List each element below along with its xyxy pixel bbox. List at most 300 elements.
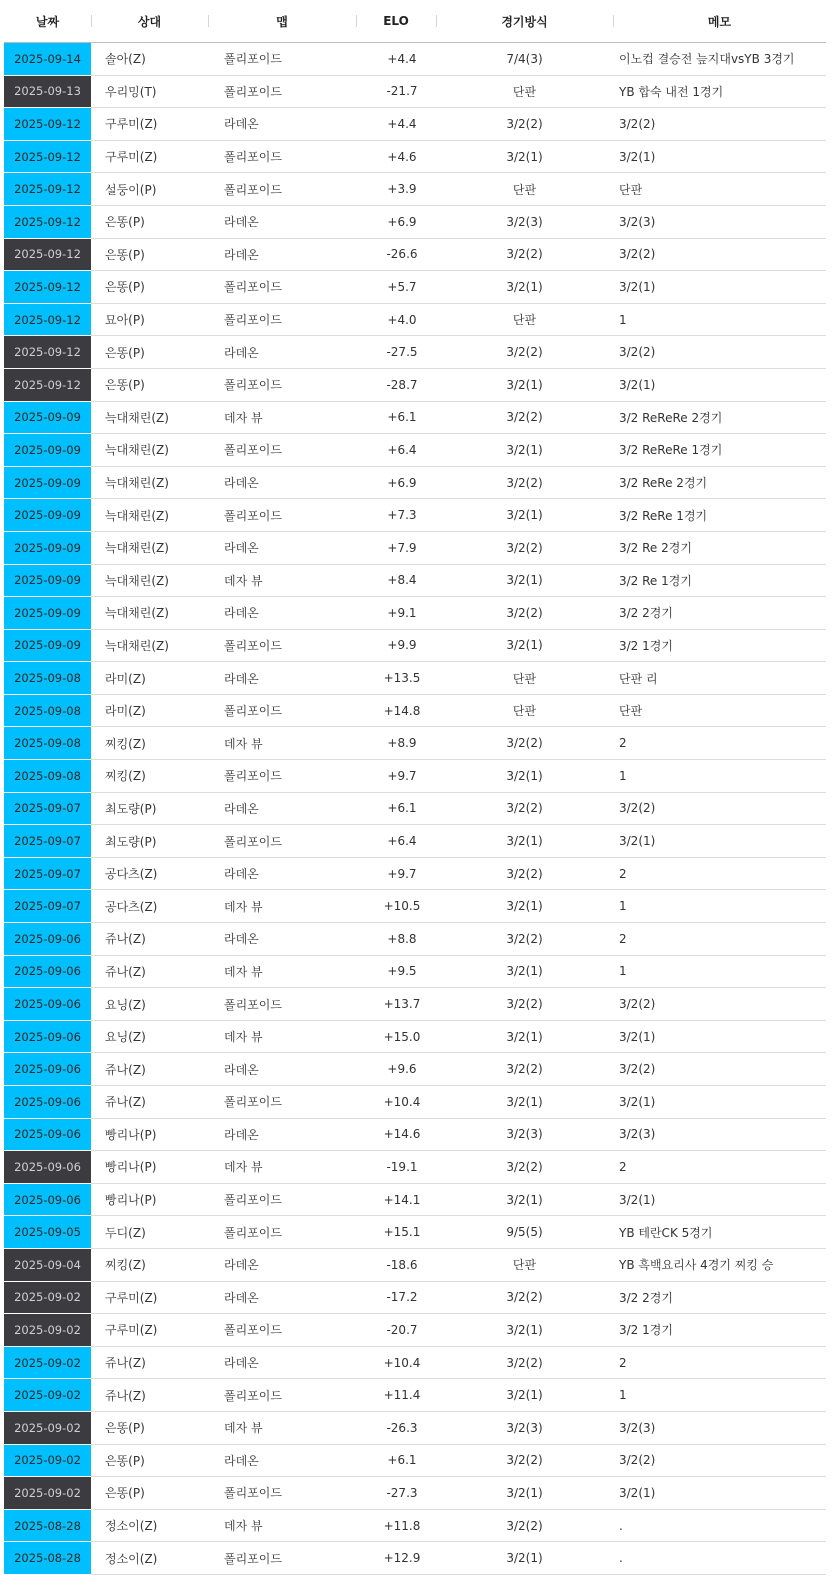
format-cell: 단판 [436, 173, 613, 206]
map-cell: 폴리포이드 [208, 1314, 356, 1347]
map-cell: 라데온 [208, 466, 356, 499]
opponent-cell: 늑대채린(Z) [91, 531, 208, 564]
opponent-cell: 은똥(P) [91, 368, 208, 401]
date-cell: 2025-09-06 [4, 923, 91, 956]
date-cell: 2025-09-02 [4, 1444, 91, 1477]
map-cell: 폴리포이드 [208, 988, 356, 1021]
elo-cell: +9.1 [356, 597, 436, 630]
date-cell: 2025-09-09 [4, 629, 91, 662]
map-cell: 라데온 [208, 1248, 356, 1281]
elo-cell: -26.6 [356, 238, 436, 271]
map-cell: 데자 뷰 [208, 564, 356, 597]
format-cell: 3/2(1) [436, 1542, 613, 1575]
table-row [4, 1444, 826, 1477]
memo-cell: 3/2 ReReRe 2경기 [613, 401, 826, 434]
memo-cell: 3/2(2) [613, 988, 826, 1021]
opponent-cell: 찌킹(Z) [91, 727, 208, 760]
date-cell: 2025-08-28 [4, 1542, 91, 1575]
format-cell: 단판 [436, 662, 613, 695]
memo-cell: 3/2(2) [613, 792, 826, 825]
date-cell: 2025-09-08 [4, 727, 91, 760]
table-row [4, 531, 826, 564]
elo-cell: +6.9 [356, 466, 436, 499]
date-cell: 2025-09-06 [4, 1086, 91, 1119]
opponent-cell: 은똥(P) [91, 1411, 208, 1444]
map-cell: 라데온 [208, 923, 356, 956]
format-cell: 3/2(2) [436, 1281, 613, 1314]
map-cell: 라데온 [208, 857, 356, 890]
memo-cell: 2 [613, 857, 826, 890]
date-cell: 2025-09-08 [4, 662, 91, 695]
date-cell: 2025-09-08 [4, 760, 91, 793]
table-row [4, 1020, 826, 1053]
format-cell: 단판 [436, 303, 613, 336]
memo-cell: 3/2 1경기 [613, 1314, 826, 1347]
memo-cell: 3/2 1경기 [613, 629, 826, 662]
table-row [4, 662, 826, 695]
elo-cell: -28.7 [356, 368, 436, 401]
date-cell: 2025-09-12 [4, 238, 91, 271]
map-cell: 폴리포이드 [208, 1542, 356, 1575]
elo-cell: +8.8 [356, 923, 436, 956]
opponent-cell: 쥬나(Z) [91, 1053, 208, 1086]
date-cell: 2025-09-12 [4, 368, 91, 401]
format-cell: 3/2(1) [436, 760, 613, 793]
table-row [4, 923, 826, 956]
map-cell: 라데온 [208, 662, 356, 695]
elo-cell: +9.7 [356, 857, 436, 890]
memo-cell: 3/2(3) [613, 1411, 826, 1444]
table-row [4, 694, 826, 727]
format-cell: 3/2(2) [436, 597, 613, 630]
memo-cell: 3/2 2경기 [613, 597, 826, 630]
format-cell: 3/2(1) [436, 140, 613, 173]
table-row [4, 238, 826, 271]
format-cell: 3/2(1) [436, 499, 613, 532]
map-cell: 폴리포이드 [208, 760, 356, 793]
elo-cell: -21.7 [356, 75, 436, 108]
map-cell: 라데온 [208, 336, 356, 369]
elo-cell: +14.6 [356, 1118, 436, 1151]
memo-cell: 3/2 Re 1경기 [613, 564, 826, 597]
map-cell: 폴리포이드 [208, 303, 356, 336]
memo-cell: 3/2 2경기 [613, 1281, 826, 1314]
table-row [4, 1086, 826, 1119]
memo-cell: 3/2(1) [613, 1086, 826, 1119]
memo-cell: 3/2(3) [613, 1118, 826, 1151]
date-cell: 2025-09-06 [4, 1020, 91, 1053]
elo-cell: +8.4 [356, 564, 436, 597]
opponent-cell: 빵리나(P) [91, 1151, 208, 1184]
memo-cell: YB 테란CK 5경기 [613, 1216, 826, 1249]
col-header-format: 경기방식 [436, 0, 613, 43]
table-row [4, 792, 826, 825]
format-cell: 3/2(2) [436, 1444, 613, 1477]
elo-cell: +4.0 [356, 303, 436, 336]
elo-cell: +6.9 [356, 205, 436, 238]
elo-cell: +15.1 [356, 1216, 436, 1249]
elo-cell: +14.1 [356, 1183, 436, 1216]
opponent-cell: 공다츠(Z) [91, 890, 208, 923]
elo-cell: -27.5 [356, 336, 436, 369]
memo-cell: 3/2(2) [613, 108, 826, 141]
opponent-cell: 늑대채린(Z) [91, 499, 208, 532]
map-cell: 데자 뷰 [208, 727, 356, 760]
opponent-cell: 우리밍(T) [91, 75, 208, 108]
map-cell: 데자 뷰 [208, 1509, 356, 1542]
opponent-cell: 늑대채린(Z) [91, 401, 208, 434]
col-header-opponent: 상대 [91, 0, 208, 43]
date-cell: 2025-09-07 [4, 792, 91, 825]
table-header [4, 0, 826, 43]
date-cell: 2025-09-08 [4, 694, 91, 727]
opponent-cell: 찌킹(Z) [91, 760, 208, 793]
map-cell: 라데온 [208, 238, 356, 271]
opponent-cell: 최도량(P) [91, 792, 208, 825]
format-cell: 3/2(2) [436, 336, 613, 369]
opponent-cell: 라미(Z) [91, 694, 208, 727]
memo-cell: 3/2(2) [613, 238, 826, 271]
format-cell: 단판 [436, 694, 613, 727]
elo-cell: +9.9 [356, 629, 436, 662]
format-cell: 3/2(3) [436, 1118, 613, 1151]
memo-cell: . [613, 1509, 826, 1542]
opponent-cell: 요닝(Z) [91, 1020, 208, 1053]
match-history-table [4, 0, 826, 1575]
elo-cell: +9.6 [356, 1053, 436, 1086]
format-cell: 3/2(1) [436, 629, 613, 662]
opponent-cell: 최도량(P) [91, 825, 208, 858]
table-row [4, 1183, 826, 1216]
date-cell: 2025-09-06 [4, 955, 91, 988]
map-cell: 폴리포이드 [208, 1379, 356, 1412]
table-row [4, 466, 826, 499]
table-row [4, 629, 826, 662]
elo-cell: +4.4 [356, 43, 436, 76]
elo-cell: +13.5 [356, 662, 436, 695]
elo-cell: +6.1 [356, 1444, 436, 1477]
elo-cell: +10.4 [356, 1346, 436, 1379]
date-cell: 2025-09-07 [4, 825, 91, 858]
table-row [4, 825, 826, 858]
date-cell: 2025-09-07 [4, 857, 91, 890]
format-cell: 3/2(1) [436, 368, 613, 401]
date-cell: 2025-09-07 [4, 890, 91, 923]
memo-cell: 1 [613, 1379, 826, 1412]
date-cell: 2025-09-02 [4, 1477, 91, 1510]
date-cell: 2025-09-12 [4, 205, 91, 238]
memo-cell: 3/2 ReReRe 1경기 [613, 434, 826, 467]
date-cell: 2025-09-09 [4, 434, 91, 467]
format-cell: 3/2(1) [436, 1183, 613, 1216]
format-cell: 7/4(3) [436, 43, 613, 76]
map-cell: 데자 뷰 [208, 1411, 356, 1444]
format-cell: 3/2(2) [436, 792, 613, 825]
opponent-cell: 쥬나(Z) [91, 1086, 208, 1119]
map-cell: 폴리포이드 [208, 694, 356, 727]
elo-cell: +7.9 [356, 531, 436, 564]
table-row [4, 727, 826, 760]
table-row [4, 1346, 826, 1379]
date-cell: 2025-09-02 [4, 1314, 91, 1347]
date-cell: 2025-09-09 [4, 597, 91, 630]
table-row [4, 1411, 826, 1444]
date-cell: 2025-09-06 [4, 988, 91, 1021]
map-cell: 폴리포이드 [208, 1086, 356, 1119]
date-cell: 2025-09-06 [4, 1053, 91, 1086]
format-cell: 3/2(1) [436, 434, 613, 467]
table-row [4, 1118, 826, 1151]
date-cell: 2025-09-09 [4, 564, 91, 597]
opponent-cell: 정소이(Z) [91, 1509, 208, 1542]
table-row [4, 1314, 826, 1347]
memo-cell: 3/2(1) [613, 1183, 826, 1216]
opponent-cell: 요닝(Z) [91, 988, 208, 1021]
format-cell: 3/2(2) [436, 466, 613, 499]
date-cell: 2025-09-02 [4, 1281, 91, 1314]
memo-cell: 3/2(1) [613, 1020, 826, 1053]
date-cell: 2025-09-06 [4, 1151, 91, 1184]
opponent-cell: 설둥이(P) [91, 173, 208, 206]
memo-cell: 3/2(1) [613, 271, 826, 304]
table-row [4, 368, 826, 401]
opponent-cell: 은똥(P) [91, 1477, 208, 1510]
opponent-cell: 늑대채린(Z) [91, 629, 208, 662]
memo-cell: 2 [613, 727, 826, 760]
table-row [4, 1151, 826, 1184]
format-cell: 3/2(2) [436, 923, 613, 956]
map-cell: 데자 뷰 [208, 955, 356, 988]
opponent-cell: 빵리나(P) [91, 1183, 208, 1216]
opponent-cell: 은똥(P) [91, 238, 208, 271]
opponent-cell: 늑대채린(Z) [91, 466, 208, 499]
format-cell: 3/2(2) [436, 1346, 613, 1379]
format-cell: 단판 [436, 75, 613, 108]
map-cell: 라데온 [208, 1444, 356, 1477]
elo-cell: +4.4 [356, 108, 436, 141]
map-cell: 라데온 [208, 108, 356, 141]
date-cell: 2025-09-06 [4, 1118, 91, 1151]
date-cell: 2025-09-02 [4, 1379, 91, 1412]
format-cell: 3/2(1) [436, 564, 613, 597]
memo-cell: 3/2(3) [613, 205, 826, 238]
elo-cell: -27.3 [356, 1477, 436, 1510]
opponent-cell: 쥬나(Z) [91, 1379, 208, 1412]
table-row [4, 336, 826, 369]
elo-cell: +6.1 [356, 401, 436, 434]
elo-cell: +14.8 [356, 694, 436, 727]
table-row [4, 75, 826, 108]
memo-cell: 3/2 ReRe 2경기 [613, 466, 826, 499]
memo-cell: 2 [613, 1346, 826, 1379]
map-cell: 라데온 [208, 1118, 356, 1151]
elo-cell: +13.7 [356, 988, 436, 1021]
memo-cell: 단판 리 [613, 662, 826, 695]
memo-cell: 3/2(1) [613, 825, 826, 858]
memo-cell: 단판 [613, 694, 826, 727]
table-row [4, 140, 826, 173]
table-row [4, 760, 826, 793]
elo-cell: +11.8 [356, 1509, 436, 1542]
table-row [4, 857, 826, 890]
memo-cell: 단판 [613, 173, 826, 206]
format-cell: 3/2(1) [436, 955, 613, 988]
elo-cell: +12.9 [356, 1542, 436, 1575]
table-row [4, 401, 826, 434]
opponent-cell: 늑대채린(Z) [91, 597, 208, 630]
map-cell: 폴리포이드 [208, 1477, 356, 1510]
format-cell: 3/2(2) [436, 857, 613, 890]
memo-cell: 1 [613, 303, 826, 336]
opponent-cell: 늑대채린(Z) [91, 434, 208, 467]
date-cell: 2025-09-12 [4, 271, 91, 304]
elo-cell: -18.6 [356, 1248, 436, 1281]
format-cell: 3/2(1) [436, 1379, 613, 1412]
date-cell: 2025-08-28 [4, 1509, 91, 1542]
memo-cell: 3/2 Re 2경기 [613, 531, 826, 564]
opponent-cell: 정소이(Z) [91, 1542, 208, 1575]
table-row [4, 1509, 826, 1542]
format-cell: 3/2(2) [436, 1053, 613, 1086]
memo-cell: 3/2(1) [613, 140, 826, 173]
table-row [4, 205, 826, 238]
map-cell: 라데온 [208, 792, 356, 825]
opponent-cell: 은똥(P) [91, 1444, 208, 1477]
elo-cell: +4.6 [356, 140, 436, 173]
map-cell: 데자 뷰 [208, 1020, 356, 1053]
date-cell: 2025-09-02 [4, 1346, 91, 1379]
format-cell: 3/2(1) [436, 890, 613, 923]
opponent-cell: 찌킹(Z) [91, 1248, 208, 1281]
map-cell: 폴리포이드 [208, 825, 356, 858]
opponent-cell: 쥬나(Z) [91, 955, 208, 988]
table-row [4, 988, 826, 1021]
header-row [4, 0, 826, 43]
elo-cell: +6.1 [356, 792, 436, 825]
opponent-cell: 은똥(P) [91, 271, 208, 304]
map-cell: 폴리포이드 [208, 173, 356, 206]
memo-cell: 2 [613, 1151, 826, 1184]
format-cell: 3/2(3) [436, 1411, 613, 1444]
date-cell: 2025-09-06 [4, 1183, 91, 1216]
elo-cell: +8.9 [356, 727, 436, 760]
opponent-cell: 라미(Z) [91, 662, 208, 695]
date-cell: 2025-09-05 [4, 1216, 91, 1249]
opponent-cell: 구루미(Z) [91, 1281, 208, 1314]
memo-cell: 1 [613, 955, 826, 988]
date-cell: 2025-09-12 [4, 108, 91, 141]
col-header-elo: ELO [356, 0, 436, 43]
format-cell: 3/2(2) [436, 108, 613, 141]
table-row [4, 564, 826, 597]
opponent-cell: 두디(Z) [91, 1216, 208, 1249]
map-cell: 라데온 [208, 1053, 356, 1086]
memo-cell: 3/2(2) [613, 1053, 826, 1086]
format-cell: 3/2(3) [436, 205, 613, 238]
format-cell: 3/2(2) [436, 531, 613, 564]
date-cell: 2025-09-12 [4, 336, 91, 369]
col-header-map: 맵 [208, 0, 356, 43]
table-row [4, 1053, 826, 1086]
table-row [4, 1216, 826, 1249]
format-cell: 9/5(5) [436, 1216, 613, 1249]
memo-cell: . [613, 1542, 826, 1575]
memo-cell: 1 [613, 890, 826, 923]
memo-cell: 3/2 ReRe 1경기 [613, 499, 826, 532]
table-row [4, 955, 826, 988]
opponent-cell: 구루미(Z) [91, 108, 208, 141]
map-cell: 라데온 [208, 205, 356, 238]
elo-cell: +10.5 [356, 890, 436, 923]
opponent-cell: 쥬나(Z) [91, 1346, 208, 1379]
map-cell: 라데온 [208, 1346, 356, 1379]
elo-cell: -19.1 [356, 1151, 436, 1184]
table-row [4, 173, 826, 206]
format-cell: 3/2(2) [436, 401, 613, 434]
table-row [4, 43, 826, 76]
memo-cell: 2 [613, 923, 826, 956]
table-row [4, 1379, 826, 1412]
date-cell: 2025-09-14 [4, 43, 91, 76]
format-cell: 3/2(1) [436, 271, 613, 304]
table-row [4, 108, 826, 141]
opponent-cell: 솔아(Z) [91, 43, 208, 76]
table-row [4, 271, 826, 304]
date-cell: 2025-09-09 [4, 401, 91, 434]
col-header-date: 날짜 [4, 0, 91, 43]
format-cell: 3/2(2) [436, 1509, 613, 1542]
opponent-cell: 구루미(Z) [91, 140, 208, 173]
opponent-cell: 은똥(P) [91, 205, 208, 238]
elo-cell: +11.4 [356, 1379, 436, 1412]
map-cell: 폴리포이드 [208, 434, 356, 467]
map-cell: 폴리포이드 [208, 1183, 356, 1216]
table-row [4, 1248, 826, 1281]
table-row [4, 890, 826, 923]
opponent-cell: 구루미(Z) [91, 1314, 208, 1347]
elo-cell: +10.4 [356, 1086, 436, 1119]
elo-cell: +5.7 [356, 271, 436, 304]
table-row [4, 1477, 826, 1510]
format-cell: 3/2(1) [436, 1020, 613, 1053]
date-cell: 2025-09-09 [4, 499, 91, 532]
memo-cell: 3/2(2) [613, 1444, 826, 1477]
map-cell: 데자 뷰 [208, 1151, 356, 1184]
date-cell: 2025-09-09 [4, 531, 91, 564]
date-cell: 2025-09-09 [4, 466, 91, 499]
opponent-cell: 묘아(P) [91, 303, 208, 336]
map-cell: 폴리포이드 [208, 75, 356, 108]
format-cell: 3/2(2) [436, 988, 613, 1021]
format-cell: 3/2(2) [436, 727, 613, 760]
date-cell: 2025-09-13 [4, 75, 91, 108]
map-cell: 폴리포이드 [208, 629, 356, 662]
elo-cell: +9.7 [356, 760, 436, 793]
map-cell: 데자 뷰 [208, 401, 356, 434]
map-cell: 데자 뷰 [208, 890, 356, 923]
memo-cell: 3/2(1) [613, 368, 826, 401]
elo-cell: -20.7 [356, 1314, 436, 1347]
table-row [4, 1281, 826, 1314]
memo-cell: 이노컵 결승전 늪지대vsYB 3경기 [613, 43, 826, 76]
elo-cell: -17.2 [356, 1281, 436, 1314]
date-cell: 2025-09-12 [4, 303, 91, 336]
date-cell: 2025-09-12 [4, 140, 91, 173]
format-cell: 3/2(2) [436, 1151, 613, 1184]
elo-cell: +6.4 [356, 825, 436, 858]
format-cell: 3/2(1) [436, 1314, 613, 1347]
map-cell: 라데온 [208, 531, 356, 564]
